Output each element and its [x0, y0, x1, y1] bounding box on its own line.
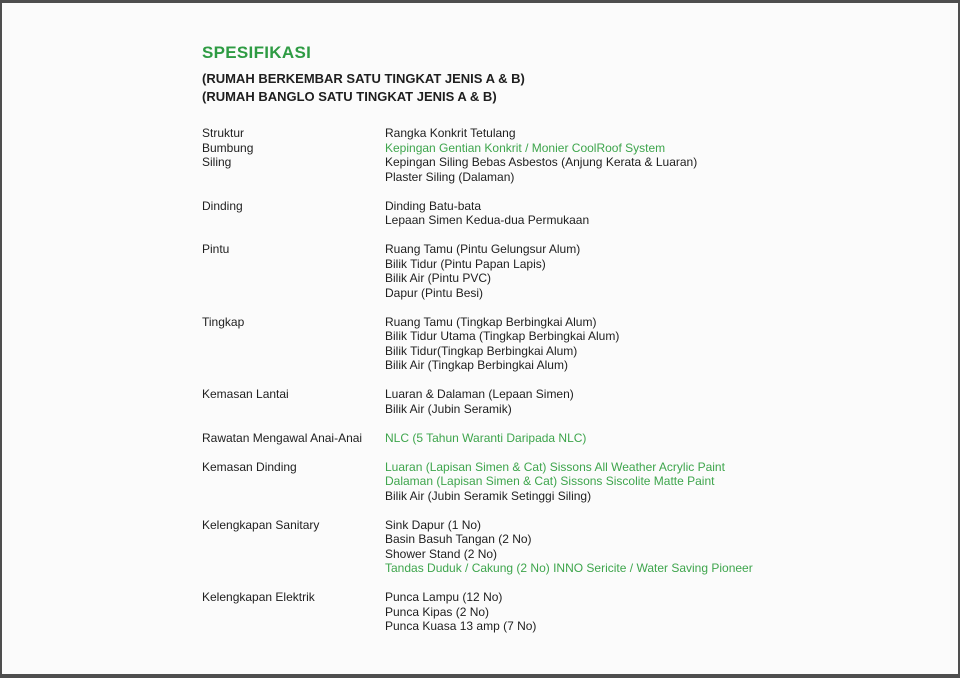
spec-section	[202, 199, 922, 228]
spec-value: Punca Kuasa 13 amp (7 No)	[385, 619, 537, 633]
spec-value: Punca Kipas (2 No)	[385, 604, 490, 619]
spec-label: Dinding	[202, 198, 243, 213]
spec-label	[202, 605, 385, 620]
spec-row	[202, 329, 922, 344]
spec-section	[202, 590, 922, 634]
spec-label	[202, 271, 385, 286]
spec-label	[202, 344, 385, 359]
subtitle-block	[202, 70, 922, 106]
spec-label	[202, 619, 385, 634]
spec-value: Tandas Duduk / Cakung (2 No) INNO Sericite / Water Saving Pioneer	[385, 561, 753, 575]
spec-value: Kepingan Siling Bebas Asbestos (Anjung Kerata & Luaran)	[385, 155, 698, 169]
spec-label	[202, 170, 385, 185]
spec-row	[202, 532, 922, 547]
spec-value: Kepingan Gentian Konkrit / Monier CoolRoof System	[385, 140, 666, 155]
spec-label	[202, 489, 385, 504]
spec-row	[202, 358, 922, 373]
spec-value: Luaran & Dalaman (Lepaan Simen)	[385, 387, 574, 401]
spec-content	[202, 43, 922, 634]
spec-row	[202, 257, 922, 272]
spec-section	[202, 242, 922, 300]
spec-value: Shower Stand (2 No)	[385, 546, 498, 561]
spec-table	[202, 126, 922, 634]
spec-row	[202, 199, 922, 214]
spec-row	[202, 387, 922, 402]
spec-value: Bilik Tidur Utama (Tingkap Berbingkai Alum)	[385, 329, 620, 343]
spec-value: Basin Basuh Tangan (2 No)	[385, 532, 532, 546]
spec-value: Dapur (Pintu Besi)	[385, 285, 484, 300]
spec-label: Bumbung	[202, 140, 254, 155]
spec-label	[202, 547, 385, 562]
spec-label	[202, 532, 385, 547]
spec-label: Tingkap	[202, 314, 245, 329]
spec-section	[202, 431, 922, 446]
spec-label	[202, 358, 385, 373]
spec-label	[202, 402, 385, 417]
spec-value: Dalaman (Lapisan Simen & Cat) Sissons Siscolite Matte Paint	[385, 474, 715, 488]
spec-section	[202, 460, 922, 504]
spec-label: Kelengkapan Sanitary	[202, 517, 320, 532]
spec-section	[202, 315, 922, 373]
spec-row	[202, 271, 922, 286]
spec-label: Pintu	[202, 242, 230, 256]
spec-label	[202, 286, 385, 301]
spec-value: Bilik Tidur (Pintu Papan Lapis)	[385, 256, 546, 271]
spec-row	[202, 141, 922, 156]
subtitle-line-2: (RUMAH BANGLO SATU TINGKAT JENIS A & B)	[202, 89, 497, 104]
spec-row	[202, 474, 922, 489]
spec-value: Sink Dapur (1 No)	[385, 517, 482, 532]
spec-row	[202, 489, 922, 504]
page-title: SPESIFIKASI	[202, 43, 312, 62]
spec-value: Bilik Air (Jubin Seramik Setinggi Siling)	[385, 488, 592, 503]
spec-row	[202, 518, 922, 533]
spec-row	[202, 547, 922, 562]
spec-label: Struktur	[202, 126, 245, 140]
spec-value: Rangka Konkrit Tetulang	[385, 126, 516, 140]
spec-row	[202, 315, 922, 330]
spec-row	[202, 286, 922, 301]
spec-section	[202, 387, 922, 416]
spec-label	[202, 213, 385, 228]
subtitle-line-1: (RUMAH BERKEMBAR SATU TINGKAT JENIS A & B)	[202, 71, 525, 86]
spec-label: Kemasan Dinding	[202, 459, 297, 474]
spec-label: Siling	[202, 155, 232, 169]
spec-row	[202, 344, 922, 359]
spec-value: Bilik Air (Pintu PVC)	[385, 271, 492, 285]
spec-row	[202, 402, 922, 417]
spec-value: Luaran (Lapisan Simen & Cat) Sissons All Weather Acrylic Paint	[385, 459, 725, 474]
spec-label	[202, 561, 385, 576]
spec-row	[202, 460, 922, 475]
spec-label	[202, 257, 385, 272]
spec-row	[202, 619, 922, 634]
spec-label: Kelengkapan Elektrik	[202, 590, 315, 604]
spec-row	[202, 605, 922, 620]
spec-value: Punca Lampu (12 No)	[385, 590, 503, 604]
spec-value: Bilik Air (Jubin Seramik)	[385, 401, 512, 416]
spec-value: Ruang Tamu (Tingkap Berbingkai Alum)	[385, 314, 597, 329]
spec-value: Bilik Tidur(Tingkap Berbingkai Alum)	[385, 343, 578, 358]
spec-value: Lepaan Simen Kedua-dua Permukaan	[385, 213, 590, 227]
spec-row	[202, 126, 922, 141]
spec-value: Dinding Batu-bata	[385, 198, 482, 213]
spec-row	[202, 561, 922, 576]
spec-section	[202, 126, 922, 184]
spec-section	[202, 518, 922, 576]
spec-row	[202, 155, 922, 170]
spec-value: Ruang Tamu (Pintu Gelungsur Alum)	[385, 242, 581, 256]
spec-label	[202, 474, 385, 489]
spec-row	[202, 213, 922, 228]
spec-row	[202, 431, 922, 446]
spec-row	[202, 242, 922, 257]
spec-label: Rawatan Mengawal Anai-Anai	[202, 430, 363, 445]
spec-value: Bilik Air (Tingkap Berbingkai Alum)	[385, 358, 568, 372]
spec-value: NLC (5 Tahun Waranti Daripada NLC)	[385, 430, 587, 445]
spec-row	[202, 590, 922, 605]
spec-label	[202, 329, 385, 344]
spec-value: Plaster Siling (Dalaman)	[385, 169, 515, 184]
spec-row	[202, 170, 922, 185]
spec-label: Kemasan Lantai	[202, 387, 289, 401]
